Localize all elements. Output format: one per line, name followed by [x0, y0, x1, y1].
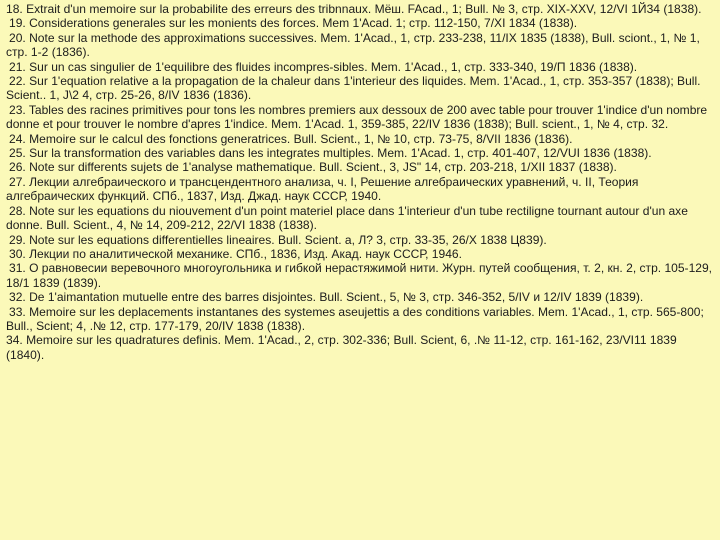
bibliography-entry-26: 26. Note sur differents sujets de 1'analyse mathematique. Bull. Scient., 3, JS" 14, стр. 203-218, 1/XII 1837 (1838). [9, 160, 617, 175]
bibliography-entry-33: 33. Memoire sur les deplacements instantanes des systemes aseujettis a des conditions variables. Mem. 1'Acad., 1, стр. 565-800; Bull., Scient; 4, .№ 12, стр. 177-179, 20/IV 1838 (1838). [6, 304, 704, 333]
bibliography-entry-34: 34. Memoire sur les quadratures definis. Mem. 1'Acad., 2, стр. 302-336; Bull. Scient, 6, .№ 11-12, стр. 161-162, 23/VI11 1839 (1840). [6, 333, 677, 362]
bibliography-entry-24: 24. Memoire sur le calcul des fonctions generatrices. Bull. Scient., 1, № 10, стр. 73-75, 8/VII 1836 (1836). [9, 131, 573, 146]
bibliography-entry-29: 29. Note sur les equations differentielles lineaires. Bull. Scient. а, Л? 3, стр. 33-35, 26/Х 1838 Ц839). [9, 232, 547, 247]
bibliography-entry-19: 19. Considerations generales sur les monients des forces. Mem 1'Acad. 1; стр. 112-150, 7/XI 1834 (1838). [9, 16, 578, 31]
bibliography-entry-28: 28. Note sur les equations du niouvement d'un point materiel place dans 1'interieur d'un tube rectiligne tournant autour d'un axe donne. Bull. Scient., 4, № 14, 209-212, 22/VI 1838 (1838). [6, 203, 688, 233]
bibliography-entry-31: 31. О равновесии веревочного многоугольника и гибкой нерастяжимой нити. Журн. путей сообщения, т. 2, кн. 2, стр. 105-129, 18/1 1839 (1839). [6, 261, 713, 290]
bibliography-entry-18: 18. Extrait d'un memoire sur la probabilite des erreurs des tribnnaux. Мёш. FAcad., 1; Bull. № 3, стр. XIX-XXV, 12/VI 1Й34 (1838). [6, 2, 702, 16]
bibliography-entry-23: 23. Tables des racines primitives pour tons les nombres premiers aux dessoux de 200 avec table pour trouver 1'indice d'un nombre donne et pour trouver le nombre d'apres 1'indice. Mem. 1'Acad. 1, 359-385, 22/IV 1836 (1838); Bull. scient., 1, № 4, стр. 32. [6, 102, 708, 132]
bibliography-entry-22: 22. Sur 1'equation relative a la propagation de la chaleur dans 1'interieur des liquides. Mem. 1'Acad., 1, стр. 353-357 (1838); Bull. Scient.. 1, J\2 4, стр. 25-26, 8/IV 1836 (1836). [6, 74, 701, 103]
bibliography-entry-32: 32. De 1'aimantation mutuelle entre des barres disjointes. Bull. Scient., 5, № 3, стр. 346-352, 5/IV и 12/IV 1839 (1839). [9, 290, 644, 305]
bibliography-entry-27: 27. Лекции алгебраического и трансцендентного анализа, ч. I, Решение алгебраических уравнений, ч. II, Теория алгебраических функций. СПб., 1837, Изд. Джад. наук СССР, 1940. [6, 174, 639, 204]
bibliography-entry-25: 25. Sur la transformation des variables dans les integrates multiples. Mem. 1'Acad. 1, стр. 401-407, 12/VUI 1836 (1838). [9, 146, 652, 161]
bibliography-entry-21: 21. Sur un cas singulier de 1'equilibre des fluides incompres-sibles. Mem. 1'Acad., 1, стр. 333-340, 19/П 1836 (1838). [9, 59, 638, 74]
bibliography-entry-20: 20. Note sur la methode des approximations successives. Mem. 1'Acad., 1, стр. 233-238, 11/IX 1835 (1838), Bull. sciont., 1, № 1, стр. 1-2 (1836). [6, 30, 700, 60]
bibliography-entry-30: 30. Лекции по аналитической механике. СПб., 1836, Изд. Акад. наук СССР, 1946. [9, 246, 462, 261]
